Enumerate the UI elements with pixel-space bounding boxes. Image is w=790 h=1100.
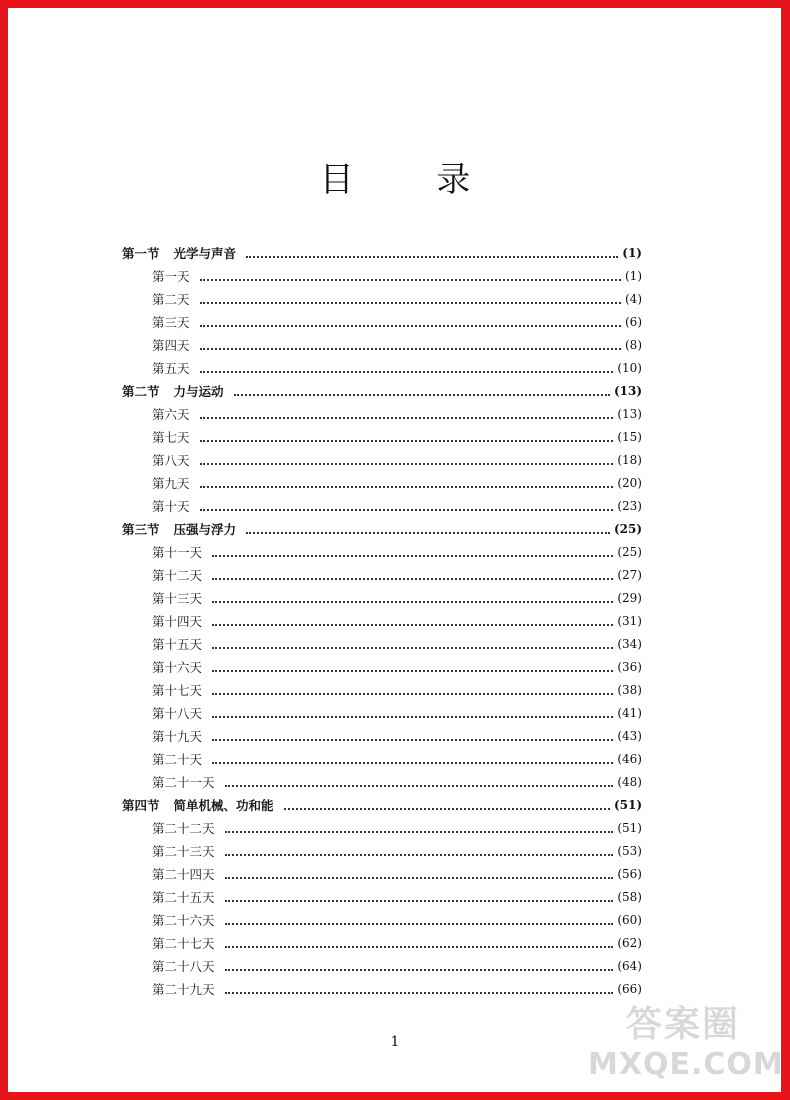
table-of-contents — [122, 242, 642, 1001]
toc-entry-row[interactable] — [122, 817, 642, 840]
toc-title: 第十八天 — [152, 706, 203, 721]
toc-title: 第二十三天 — [152, 844, 215, 859]
toc-title: 第八天 — [152, 453, 190, 468]
toc-entry-row[interactable] — [122, 725, 642, 748]
toc-title: 第十天 — [152, 499, 190, 514]
toc-title: 第十九天 — [152, 729, 203, 744]
toc-title: 第十六天 — [152, 660, 203, 675]
toc-page-number: (43) — [617, 729, 642, 743]
toc-title: 力与运动 — [173, 384, 224, 399]
toc-page-number: (60) — [617, 913, 642, 927]
toc-page-number: (51) — [617, 821, 642, 835]
watermark — [588, 996, 784, 1086]
toc-leader-dots — [200, 486, 614, 488]
toc-title: 第二十五天 — [152, 890, 215, 905]
toc-entry-row[interactable] — [122, 978, 642, 1001]
toc-title: 压强与浮力 — [173, 522, 237, 537]
toc-page-number: (66) — [617, 982, 642, 996]
toc-entry-row[interactable] — [122, 863, 642, 886]
toc-page-number: (27) — [617, 568, 642, 582]
toc-entry-row[interactable] — [122, 748, 642, 771]
toc-entry-row[interactable] — [122, 840, 642, 863]
toc-leader-dots — [212, 578, 613, 580]
toc-page-number: (4) — [625, 292, 642, 306]
toc-entry-row[interactable] — [122, 288, 642, 311]
toc-leader-dots — [225, 900, 614, 902]
toc-section-number: 第四节 — [122, 798, 160, 813]
toc-section-row[interactable] — [122, 380, 642, 403]
toc-leader-dots — [225, 854, 614, 856]
toc-title: 第七天 — [152, 430, 190, 445]
toc-entry-row[interactable] — [122, 426, 642, 449]
toc-title: 第五天 — [152, 361, 190, 376]
toc-leader-dots — [225, 831, 614, 833]
toc-page-number: (64) — [617, 959, 642, 973]
toc-leader-dots — [212, 739, 613, 741]
toc-entry-row[interactable] — [122, 403, 642, 426]
toc-leader-dots — [212, 762, 613, 764]
toc-page-number: (48) — [617, 775, 642, 789]
toc-page-number: (38) — [617, 683, 642, 697]
toc-leader-dots — [225, 969, 614, 971]
toc-page-number: (13) — [617, 407, 642, 421]
toc-entry-row[interactable] — [122, 334, 642, 357]
toc-leader-dots — [225, 877, 614, 879]
toc-section-number: 第三节 — [122, 522, 160, 537]
toc-page-number: (18) — [617, 453, 642, 467]
page-number: 1 — [390, 1034, 400, 1050]
toc-title: 第九天 — [152, 476, 190, 491]
toc-page-number: (10) — [617, 361, 642, 375]
toc-entry-row[interactable] — [122, 472, 642, 495]
toc-title: 第十三天 — [152, 591, 203, 606]
toc-page-number: (41) — [617, 706, 642, 720]
toc-page-number: (51) — [613, 798, 642, 812]
toc-leader-dots — [225, 923, 614, 925]
toc-leader-dots — [200, 417, 614, 419]
toc-leader-dots — [225, 785, 614, 787]
toc-entry-row[interactable] — [122, 955, 642, 978]
toc-leader-dots — [200, 325, 621, 327]
toc-entry-row[interactable] — [122, 265, 642, 288]
toc-entry-row[interactable] — [122, 357, 642, 380]
toc-section-row[interactable] — [122, 794, 642, 817]
toc-page-number: (20) — [617, 476, 642, 490]
toc-title: 第十五天 — [152, 637, 203, 652]
toc-entry-row[interactable] — [122, 679, 642, 702]
toc-entry-row[interactable] — [122, 495, 642, 518]
toc-section-number: 第二节 — [122, 384, 160, 399]
toc-page-number: (25) — [617, 545, 642, 559]
toc-title: 光学与声音 — [173, 246, 237, 261]
toc-title: 第二十四天 — [152, 867, 215, 882]
toc-title: 第二十六天 — [152, 913, 215, 928]
toc-leader-dots — [212, 601, 613, 603]
toc-leader-dots — [212, 716, 613, 718]
toc-leader-dots — [200, 302, 621, 304]
watermark-line2: MXQE.COM — [588, 1047, 784, 1082]
toc-section-row[interactable] — [122, 518, 642, 541]
toc-title: 第三天 — [152, 315, 190, 330]
toc-entry-row[interactable] — [122, 449, 642, 472]
toc-leader-dots — [234, 394, 610, 396]
toc-leader-dots — [225, 946, 614, 948]
toc-title: 第四天 — [152, 338, 190, 353]
toc-page-number: (1) — [625, 269, 642, 283]
toc-page-number: (6) — [625, 315, 642, 329]
toc-title: 第二十二天 — [152, 821, 215, 836]
toc-title: 第十七天 — [152, 683, 203, 698]
toc-title: 第二十七天 — [152, 936, 215, 951]
toc-leader-dots — [200, 279, 621, 281]
toc-entry-row[interactable] — [122, 311, 642, 334]
toc-leader-dots — [246, 256, 618, 258]
toc-title: 第二十九天 — [152, 982, 215, 997]
toc-title: 第六天 — [152, 407, 190, 422]
toc-title: 第一天 — [152, 269, 190, 284]
toc-entry-row[interactable] — [122, 702, 642, 725]
page-title: 目 录 — [319, 160, 507, 200]
toc-leader-dots — [212, 624, 613, 626]
toc-title: 第二十天 — [152, 752, 203, 767]
toc-page-number: (36) — [617, 660, 642, 674]
toc-entry-row[interactable] — [122, 633, 642, 656]
toc-leader-dots — [200, 440, 614, 442]
toc-page-number: (1) — [622, 246, 642, 260]
toc-page-number: (13) — [613, 384, 642, 398]
toc-page-number: (29) — [617, 591, 642, 605]
toc-leader-dots — [225, 992, 614, 994]
toc-page-number: (34) — [617, 637, 642, 651]
toc-page-number: (8) — [625, 338, 642, 352]
toc-leader-dots — [200, 371, 614, 373]
toc-entry-row[interactable] — [122, 564, 642, 587]
toc-page-number: (53) — [617, 844, 642, 858]
toc-page-number: (15) — [617, 430, 642, 444]
toc-title: 第二十一天 — [152, 775, 215, 790]
watermark-line1: 答案圈 — [625, 1004, 740, 1045]
toc-entry-row[interactable] — [122, 656, 642, 679]
toc-page-number: (46) — [617, 752, 642, 766]
toc-title: 第二天 — [152, 292, 190, 307]
toc-leader-dots — [212, 647, 613, 649]
toc-leader-dots — [246, 532, 610, 534]
toc-section-row[interactable] — [122, 242, 642, 265]
toc-leader-dots — [200, 463, 614, 465]
toc-title: 第二十八天 — [152, 959, 215, 974]
toc-page-number: (31) — [617, 614, 642, 628]
toc-leader-dots — [284, 808, 610, 810]
toc-title: 第十二天 — [152, 568, 203, 583]
toc-entry-row[interactable] — [122, 541, 642, 564]
toc-section-number: 第一节 — [122, 246, 160, 261]
toc-title: 第十四天 — [152, 614, 203, 629]
toc-entry-row[interactable] — [122, 771, 642, 794]
toc-page-number: (58) — [617, 890, 642, 904]
toc-title: 简单机械、功和能 — [173, 798, 274, 813]
toc-leader-dots — [200, 509, 614, 511]
toc-page-number: (25) — [613, 522, 642, 536]
toc-leader-dots — [212, 555, 613, 557]
toc-page-number: (56) — [617, 867, 642, 881]
toc-page-number: (23) — [617, 499, 642, 513]
toc-leader-dots — [212, 693, 613, 695]
toc-entry-row[interactable] — [122, 886, 642, 909]
toc-leader-dots — [212, 670, 613, 672]
toc-entry-row[interactable] — [122, 909, 642, 932]
toc-page-number: (62) — [617, 936, 642, 950]
toc-leader-dots — [200, 348, 621, 350]
toc-title: 第十一天 — [152, 545, 203, 560]
toc-entry-row[interactable] — [122, 587, 642, 610]
toc-entry-row[interactable] — [122, 932, 642, 955]
toc-entry-row[interactable] — [122, 610, 642, 633]
